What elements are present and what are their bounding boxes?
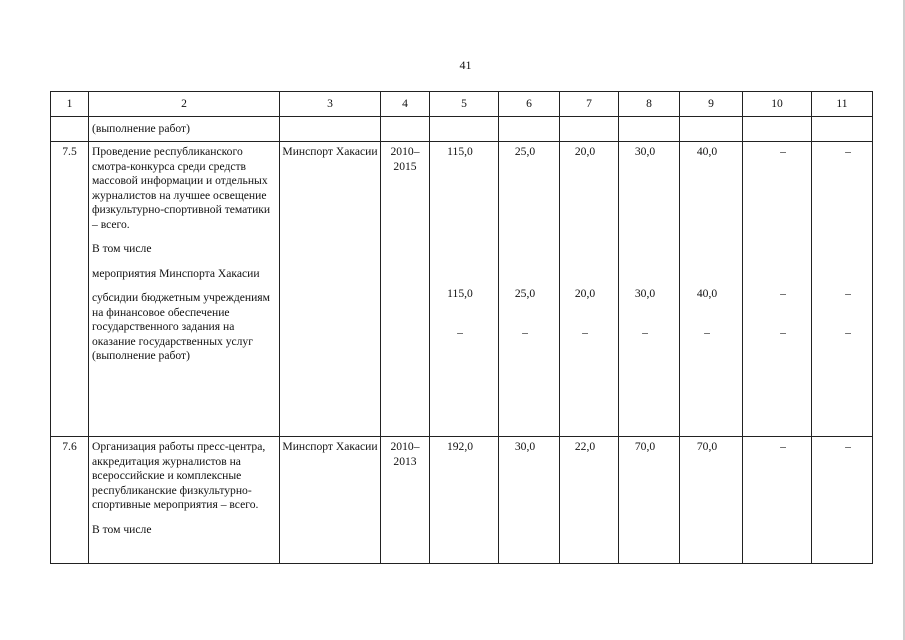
table-cell xyxy=(381,117,430,142)
value-col-8: 70,0 xyxy=(619,437,680,564)
continuation-row xyxy=(51,117,873,142)
value-col-10: – – – xyxy=(743,142,812,437)
years: 2010–2013 xyxy=(381,437,430,564)
item-name: Организация работы пресс-центра, аккредитация журналистов на всероссийские и комплексные республиканские физкультурно-спортивные мероприятия – всего. xyxy=(92,440,266,511)
header-cell: 4 xyxy=(381,92,430,117)
years: 2010–2015 xyxy=(381,142,430,437)
executor: Минспорт Хакасии xyxy=(280,142,381,437)
table-cell xyxy=(619,117,680,142)
header-cell: 7 xyxy=(560,92,619,117)
executor: Минспорт Хакасии xyxy=(280,437,381,564)
header-cell: 11 xyxy=(812,92,873,117)
value-col-9: 70,0 xyxy=(680,437,743,564)
table-cell xyxy=(743,117,812,142)
table-cell xyxy=(680,117,743,142)
row-description xyxy=(89,437,280,564)
value-col-5: 115,0 115,0 – xyxy=(430,142,499,437)
table-header-row xyxy=(51,92,873,117)
budget-table xyxy=(50,91,873,564)
value-col-7: 20,0 20,0 – xyxy=(560,142,619,437)
value-col-8: 30,0 30,0 – xyxy=(619,142,680,437)
subitem-name: мероприятия Минспорта Хакасии xyxy=(92,266,260,280)
including-label: В том числе xyxy=(92,242,152,255)
header-cell: 3 xyxy=(280,92,381,117)
header-cell: 1 xyxy=(51,92,89,117)
table-row-7-5 xyxy=(51,142,873,437)
including-label: В том числе xyxy=(92,522,152,536)
header-cell: 6 xyxy=(499,92,560,117)
continuation-text: (выполнение работ) xyxy=(89,117,280,142)
row-number: 7.6 xyxy=(51,437,89,564)
value-col-6: 30,0 xyxy=(499,437,560,564)
header-cell: 8 xyxy=(619,92,680,117)
table-cell xyxy=(812,117,873,142)
table-cell xyxy=(560,117,619,142)
item-name: Проведение республиканского смотра-конкурса среди средств массовой информации и отдельных журналистов на лучшее освещение физкультурно-спортивной тематики – всего. xyxy=(92,145,271,231)
table-cell xyxy=(499,117,560,142)
table-cell xyxy=(430,117,499,142)
table-cell xyxy=(280,117,381,142)
table-cell xyxy=(51,117,89,142)
header-cell: 5 xyxy=(430,92,499,117)
table-row-7-6 xyxy=(51,437,873,564)
value-col-5: 192,0 xyxy=(430,437,499,564)
row-description xyxy=(89,142,280,437)
page-number: 41 xyxy=(459,58,472,72)
value-col-11: – xyxy=(812,437,873,564)
value-col-6: 25,0 25,0 – xyxy=(499,142,560,437)
header-cell: 2 xyxy=(89,92,280,117)
value-col-10: – xyxy=(743,437,812,564)
subitem-name: субсидии бюджетным учреждениям на финансовое обеспечение государственного задания на оказание государственных услуг (выполнение работ) xyxy=(92,291,270,362)
value-col-11: – – – xyxy=(812,142,873,437)
header-cell: 9 xyxy=(680,92,743,117)
value-col-9: 40,0 40,0 – xyxy=(680,142,743,437)
value-col-7: 22,0 xyxy=(560,437,619,564)
row-number: 7.5 xyxy=(51,142,89,437)
header-cell: 10 xyxy=(743,92,812,117)
